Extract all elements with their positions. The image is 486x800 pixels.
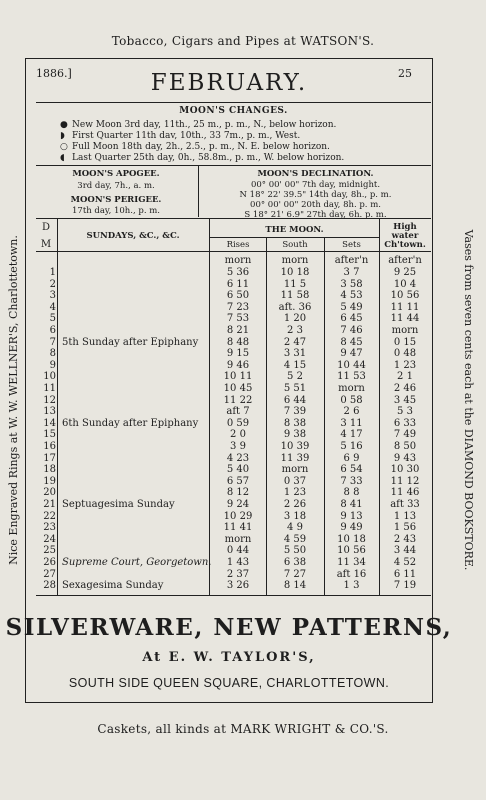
moon-south-time: 3 18 — [283, 510, 307, 522]
high-water-time: 0 48 — [393, 348, 417, 360]
moon-changes-title: MOON'S CHANGES. — [179, 106, 288, 116]
day-number: 17 — [43, 452, 56, 464]
moon-rises-time: 7 53 — [226, 313, 250, 325]
time-period-row — [36, 255, 431, 267]
divider — [36, 595, 431, 596]
moon-south-time: 5 50 — [283, 545, 307, 557]
new-moon-icon: ● — [60, 120, 68, 130]
moon-sets-time: 6 9 — [343, 452, 360, 464]
divider — [36, 218, 431, 219]
declination-line: N 18° 22' 39.5" 14th day, 8h., p. m. — [239, 190, 392, 200]
high-water-period: after'n — [388, 255, 422, 266]
day-number: 12 — [43, 394, 56, 406]
table-row — [36, 313, 431, 325]
moon-south-time: 11 5 — [283, 278, 307, 290]
moon-header: THE MOON. — [265, 225, 324, 235]
moon-south-time: 7 27 — [283, 568, 307, 580]
table-row — [36, 429, 431, 441]
moon-sets-time: 6 54 — [340, 464, 363, 476]
divider — [36, 165, 431, 166]
high-water-time: 0 15 — [393, 336, 417, 348]
phase-text: New Moon 3rd day, 11th., 25 m., p. m., N., below horizon. — [72, 120, 337, 130]
moon-south-time: 2 3 — [287, 325, 303, 336]
high-water-time: 11 46 — [390, 487, 420, 499]
table-row — [36, 511, 431, 523]
table-row — [36, 453, 431, 465]
moon-sets-time: 3 7 — [343, 267, 360, 278]
advert-address: SOUTH SIDE QUEEN SQUARE, CHARLOTTETOWN. — [68, 676, 390, 690]
phase-first-quarter — [60, 131, 300, 141]
moon-rises-time: 5 36 — [226, 267, 250, 278]
divider — [210, 237, 379, 238]
left-margin-advert: Nice Engraved Rings at W. W. WELLNER'S, Charlottetown. — [7, 235, 20, 565]
moon-rises-time: 1 43 — [226, 557, 250, 568]
declination-line: 00° 00' 00" 20th day, 8h. p. m. — [250, 200, 381, 210]
moon-rises-time: 6 11 — [226, 278, 250, 290]
high-water-time: 9 25 — [393, 267, 417, 278]
table-row — [36, 580, 431, 592]
high-water-time: 4 52 — [393, 557, 417, 568]
day-number: 27 — [43, 568, 56, 580]
perigee-value: 17th day, 10h., p. m. — [72, 206, 160, 216]
year-label: 1886.] — [36, 67, 72, 80]
high-water-time: 6 11 — [393, 568, 417, 580]
table-row — [36, 534, 431, 546]
sets-header: Sets — [342, 240, 361, 250]
day-number: 6 — [49, 325, 56, 336]
day-number: 5 — [49, 313, 56, 325]
phase-new-moon — [60, 120, 336, 130]
moon-sets-time: 11 53 — [337, 371, 366, 383]
moon-rises-time: 10 11 — [223, 371, 253, 383]
moon-sets-time: 5 16 — [340, 441, 363, 452]
high-water-time: 2 46 — [393, 383, 417, 394]
moon-rises-time: aft 7 — [226, 406, 250, 418]
high-water-time: 1 23 — [393, 359, 417, 371]
table-row — [36, 441, 431, 453]
moon-rises-time: 9 46 — [226, 359, 250, 371]
apogee-value: 3rd day, 7h., a. m. — [77, 181, 155, 191]
moon-rises-time: 10 45 — [223, 383, 253, 394]
day-number: 24 — [43, 533, 56, 545]
moon-rises-time: 7 23 — [226, 301, 250, 313]
table-row — [36, 302, 431, 314]
day-number: 1 — [49, 267, 56, 278]
table-row — [36, 569, 431, 581]
high-water-time: 1 13 — [393, 510, 417, 522]
divider — [36, 251, 431, 252]
high-water-time: 10 30 — [390, 464, 420, 476]
moon-rises-time: 8 21 — [226, 325, 250, 336]
moon-rises-time: 3 26 — [226, 580, 250, 592]
table-row — [36, 557, 431, 569]
phase-last-quarter — [60, 153, 344, 163]
day-number: 22 — [43, 510, 56, 522]
table-row — [36, 545, 431, 557]
table-row — [36, 499, 431, 511]
day-number: 28 — [43, 580, 56, 592]
high-water-time: 1 56 — [393, 522, 417, 534]
divider — [198, 165, 199, 217]
moon-rises-time: 4 23 — [226, 452, 250, 464]
moon-rises-time: 11 41 — [223, 522, 253, 534]
last-quarter-icon: ◖ — [60, 153, 65, 163]
table-row — [36, 406, 431, 418]
table-row — [36, 395, 431, 407]
moon-south-time: 5 2 — [287, 371, 303, 383]
day-number: 7 — [49, 336, 56, 348]
high-water-time: 7 49 — [393, 429, 417, 441]
high-water-time: 2 1 — [397, 371, 413, 383]
moon-sets-time: 0 58 — [340, 394, 363, 406]
table-row — [36, 348, 431, 360]
south-header: South — [282, 240, 308, 250]
high-water-header: water — [391, 231, 419, 241]
moon-south-time: morn — [281, 464, 309, 476]
rises-period: morn — [224, 255, 252, 266]
table-row — [36, 371, 431, 383]
moon-sets-time: 7 46 — [340, 325, 363, 336]
table-row — [36, 337, 431, 349]
moon-south-time: 6 38 — [283, 557, 307, 568]
moon-south-time: 1 23 — [283, 487, 307, 499]
moon-south-time: 7 39 — [283, 406, 307, 418]
moon-rises-time: 8 48 — [226, 336, 250, 348]
rises-header: Rises — [226, 240, 250, 250]
day-number: 15 — [43, 429, 56, 441]
moon-rises-time: 0 44 — [226, 545, 250, 557]
moon-rises-time: 2 37 — [226, 568, 250, 580]
moon-rises-time: 5 40 — [226, 464, 250, 476]
day-number: 13 — [43, 406, 56, 418]
moon-sets-time: 3 58 — [340, 278, 363, 290]
header-advert: Tobacco, Cigars and Pipes at WATSON'S. — [111, 34, 375, 48]
table-row — [36, 279, 431, 291]
table-row — [36, 360, 431, 372]
full-moon-icon: ○ — [60, 142, 68, 152]
moon-south-time: 9 38 — [283, 429, 307, 441]
sets-period: after'n — [334, 255, 369, 266]
declination-title: MOON'S DECLINATION. — [257, 169, 374, 179]
day-note: 6th Sunday after Epiphany — [62, 417, 199, 429]
moon-sets-time: 1 3 — [343, 580, 360, 592]
moon-sets-time: 2 6 — [343, 406, 360, 418]
moon-rises-time: 9 15 — [226, 348, 250, 360]
day-number: 23 — [43, 522, 56, 534]
high-water-header: High — [393, 222, 417, 232]
first-quarter-icon: ◗ — [60, 131, 65, 141]
apogee-title: MOON'S APOGEE. — [72, 169, 160, 179]
day-number: 19 — [43, 475, 56, 487]
moon-south-time: 8 38 — [283, 417, 307, 429]
moon-rises-time: morn — [224, 533, 252, 545]
high-water-time: 3 45 — [393, 394, 417, 406]
moon-south-time: 2 26 — [283, 499, 307, 510]
table-row — [36, 522, 431, 534]
phase-text: Full Moon 18th day, 2h., 2.5., p. m., N. E. below horizon. — [72, 142, 330, 152]
day-of-month-header: D — [41, 222, 51, 233]
high-water-time: 10 56 — [390, 290, 420, 302]
moon-sets-time: 4 53 — [340, 290, 363, 302]
moon-rises-time: 3 9 — [230, 441, 246, 452]
day-note: Supreme Court, Georgetown. — [62, 557, 212, 568]
moon-sets-time: 9 49 — [340, 522, 363, 534]
moon-sets-time: 9 13 — [340, 510, 363, 522]
day-number: 26 — [43, 557, 56, 568]
high-water-time: 10 4 — [393, 278, 417, 290]
moon-sets-time: 8 8 — [343, 487, 360, 499]
moon-south-time: 4 9 — [287, 522, 303, 534]
table-row — [36, 487, 431, 499]
day-number: 3 — [49, 290, 56, 302]
moon-rises-time: 9 24 — [226, 499, 250, 510]
day-number: 16 — [43, 441, 56, 452]
table-row — [36, 418, 431, 430]
moon-rises-time: 6 50 — [226, 290, 250, 302]
high-water-time: 6 33 — [393, 417, 417, 429]
day-note: 5th Sunday after Epiphany — [62, 336, 199, 348]
table-row — [36, 267, 431, 279]
moon-sets-time: 4 17 — [340, 429, 363, 441]
moon-south-time: 10 18 — [280, 267, 310, 278]
high-water-header: Ch'town. — [384, 240, 426, 250]
day-note: Septuagesima Sunday — [62, 499, 175, 510]
month-title: FEBRUARY. — [150, 70, 308, 96]
table-row — [36, 383, 431, 395]
day-number: 11 — [43, 383, 56, 394]
moon-sets-time: 11 34 — [337, 557, 366, 568]
moon-sets-time: 10 18 — [337, 533, 366, 545]
moon-south-time: 10 39 — [280, 441, 310, 452]
table-row — [36, 325, 431, 337]
perigee-title: MOON'S PERIGEE. — [70, 195, 162, 205]
high-water-time: 9 43 — [393, 452, 417, 464]
moon-south-time: 3 31 — [283, 348, 307, 360]
right-margin-advert: Vases from seven cents each at the DIAMOND BOOKSTORE. — [462, 229, 475, 571]
high-water-time: 7 19 — [393, 580, 417, 592]
day-number: 21 — [43, 499, 56, 510]
moon-sets-time: 9 47 — [340, 348, 363, 360]
day-number: 10 — [43, 371, 56, 383]
moon-sets-time: 10 44 — [337, 359, 366, 371]
moon-sets-time: 5 49 — [340, 301, 363, 313]
high-water-time: 8 50 — [393, 441, 417, 452]
moon-south-time: 8 14 — [283, 580, 307, 592]
moon-sets-time: 3 11 — [340, 417, 363, 429]
high-water-time: morn — [391, 325, 419, 336]
moon-south-time: 2 47 — [283, 336, 307, 348]
moon-south-time: 1 20 — [283, 313, 307, 325]
high-water-time: 11 44 — [390, 313, 420, 325]
moon-south-time: aft. 36 — [278, 301, 312, 313]
day-number: 20 — [43, 487, 56, 499]
moon-south-time: 11 39 — [280, 452, 310, 464]
high-water-time: 11 11 — [390, 301, 420, 313]
table-row — [36, 476, 431, 488]
moon-sets-time: 10 56 — [337, 545, 366, 557]
moon-sets-time: 7 33 — [340, 475, 363, 487]
day-number: 2 — [49, 278, 56, 290]
day-number: 4 — [49, 301, 56, 313]
moon-rises-time: 11 22 — [223, 394, 253, 406]
moon-south-time: 11 58 — [280, 290, 310, 302]
day-number: 25 — [43, 545, 56, 557]
moon-rises-time: 10 29 — [223, 510, 253, 522]
high-water-time: aft 33 — [390, 499, 420, 510]
phase-text: First Quarter 11th dav, 10th., 33 7m., p. m., West. — [72, 131, 301, 141]
day-number: 14 — [43, 417, 56, 429]
moon-sets-time: 6 45 — [340, 313, 363, 325]
high-water-time: 5 3 — [397, 406, 413, 418]
day-number: 8 — [49, 348, 56, 360]
high-water-time: 3 44 — [393, 545, 417, 557]
day-note: Sexagesima Sunday — [62, 580, 164, 592]
moon-south-time: 4 15 — [283, 359, 307, 371]
advert-merchant: At E. W. TAYLOR'S, — [142, 650, 316, 665]
phase-full-moon — [60, 142, 330, 152]
table-row — [36, 290, 431, 302]
day-number: 18 — [43, 464, 56, 476]
moon-sets-time: aft 16 — [336, 568, 367, 580]
phase-text: Last Quarter 25th day, 0h., 58.8m., p. m., W. below horizon. — [72, 153, 345, 163]
moon-sets-time: 8 45 — [340, 336, 363, 348]
south-period: morn — [281, 255, 309, 266]
moon-rises-time: 8 12 — [226, 487, 250, 499]
moon-rises-time: 0 59 — [226, 417, 250, 429]
moon-south-time: 0 37 — [283, 475, 307, 487]
advert-headline: SILVERWARE, NEW PATTERNS, — [5, 614, 453, 641]
moon-south-time: 6 44 — [283, 394, 307, 406]
table-row — [36, 464, 431, 476]
moon-south-time: 5 51 — [283, 383, 307, 394]
day-number: 9 — [49, 359, 56, 371]
page-number: 25 — [398, 67, 412, 80]
divider — [36, 102, 431, 103]
moon-south-time: 4 59 — [283, 533, 307, 545]
high-water-time: 2 43 — [393, 533, 417, 545]
declination-line: S 18° 21' 6.9" 27th day, 6h. p. m. — [244, 210, 387, 220]
moon-sets-time: morn — [338, 383, 365, 394]
moon-sets-time: 8 41 — [340, 499, 363, 510]
day-of-month-header: M — [40, 239, 52, 250]
footer-advert: Caskets, all kinds at MARK WRIGHT & CO.'S. — [97, 722, 389, 736]
moon-rises-time: 2 0 — [230, 429, 246, 441]
sundays-header: SUNDAYS, &C., &C. — [86, 231, 180, 241]
declination-line: 00° 00' 00" 7th day, midnight. — [250, 180, 381, 190]
high-water-time: 11 12 — [390, 475, 420, 487]
moon-rises-time: 6 57 — [226, 475, 250, 487]
